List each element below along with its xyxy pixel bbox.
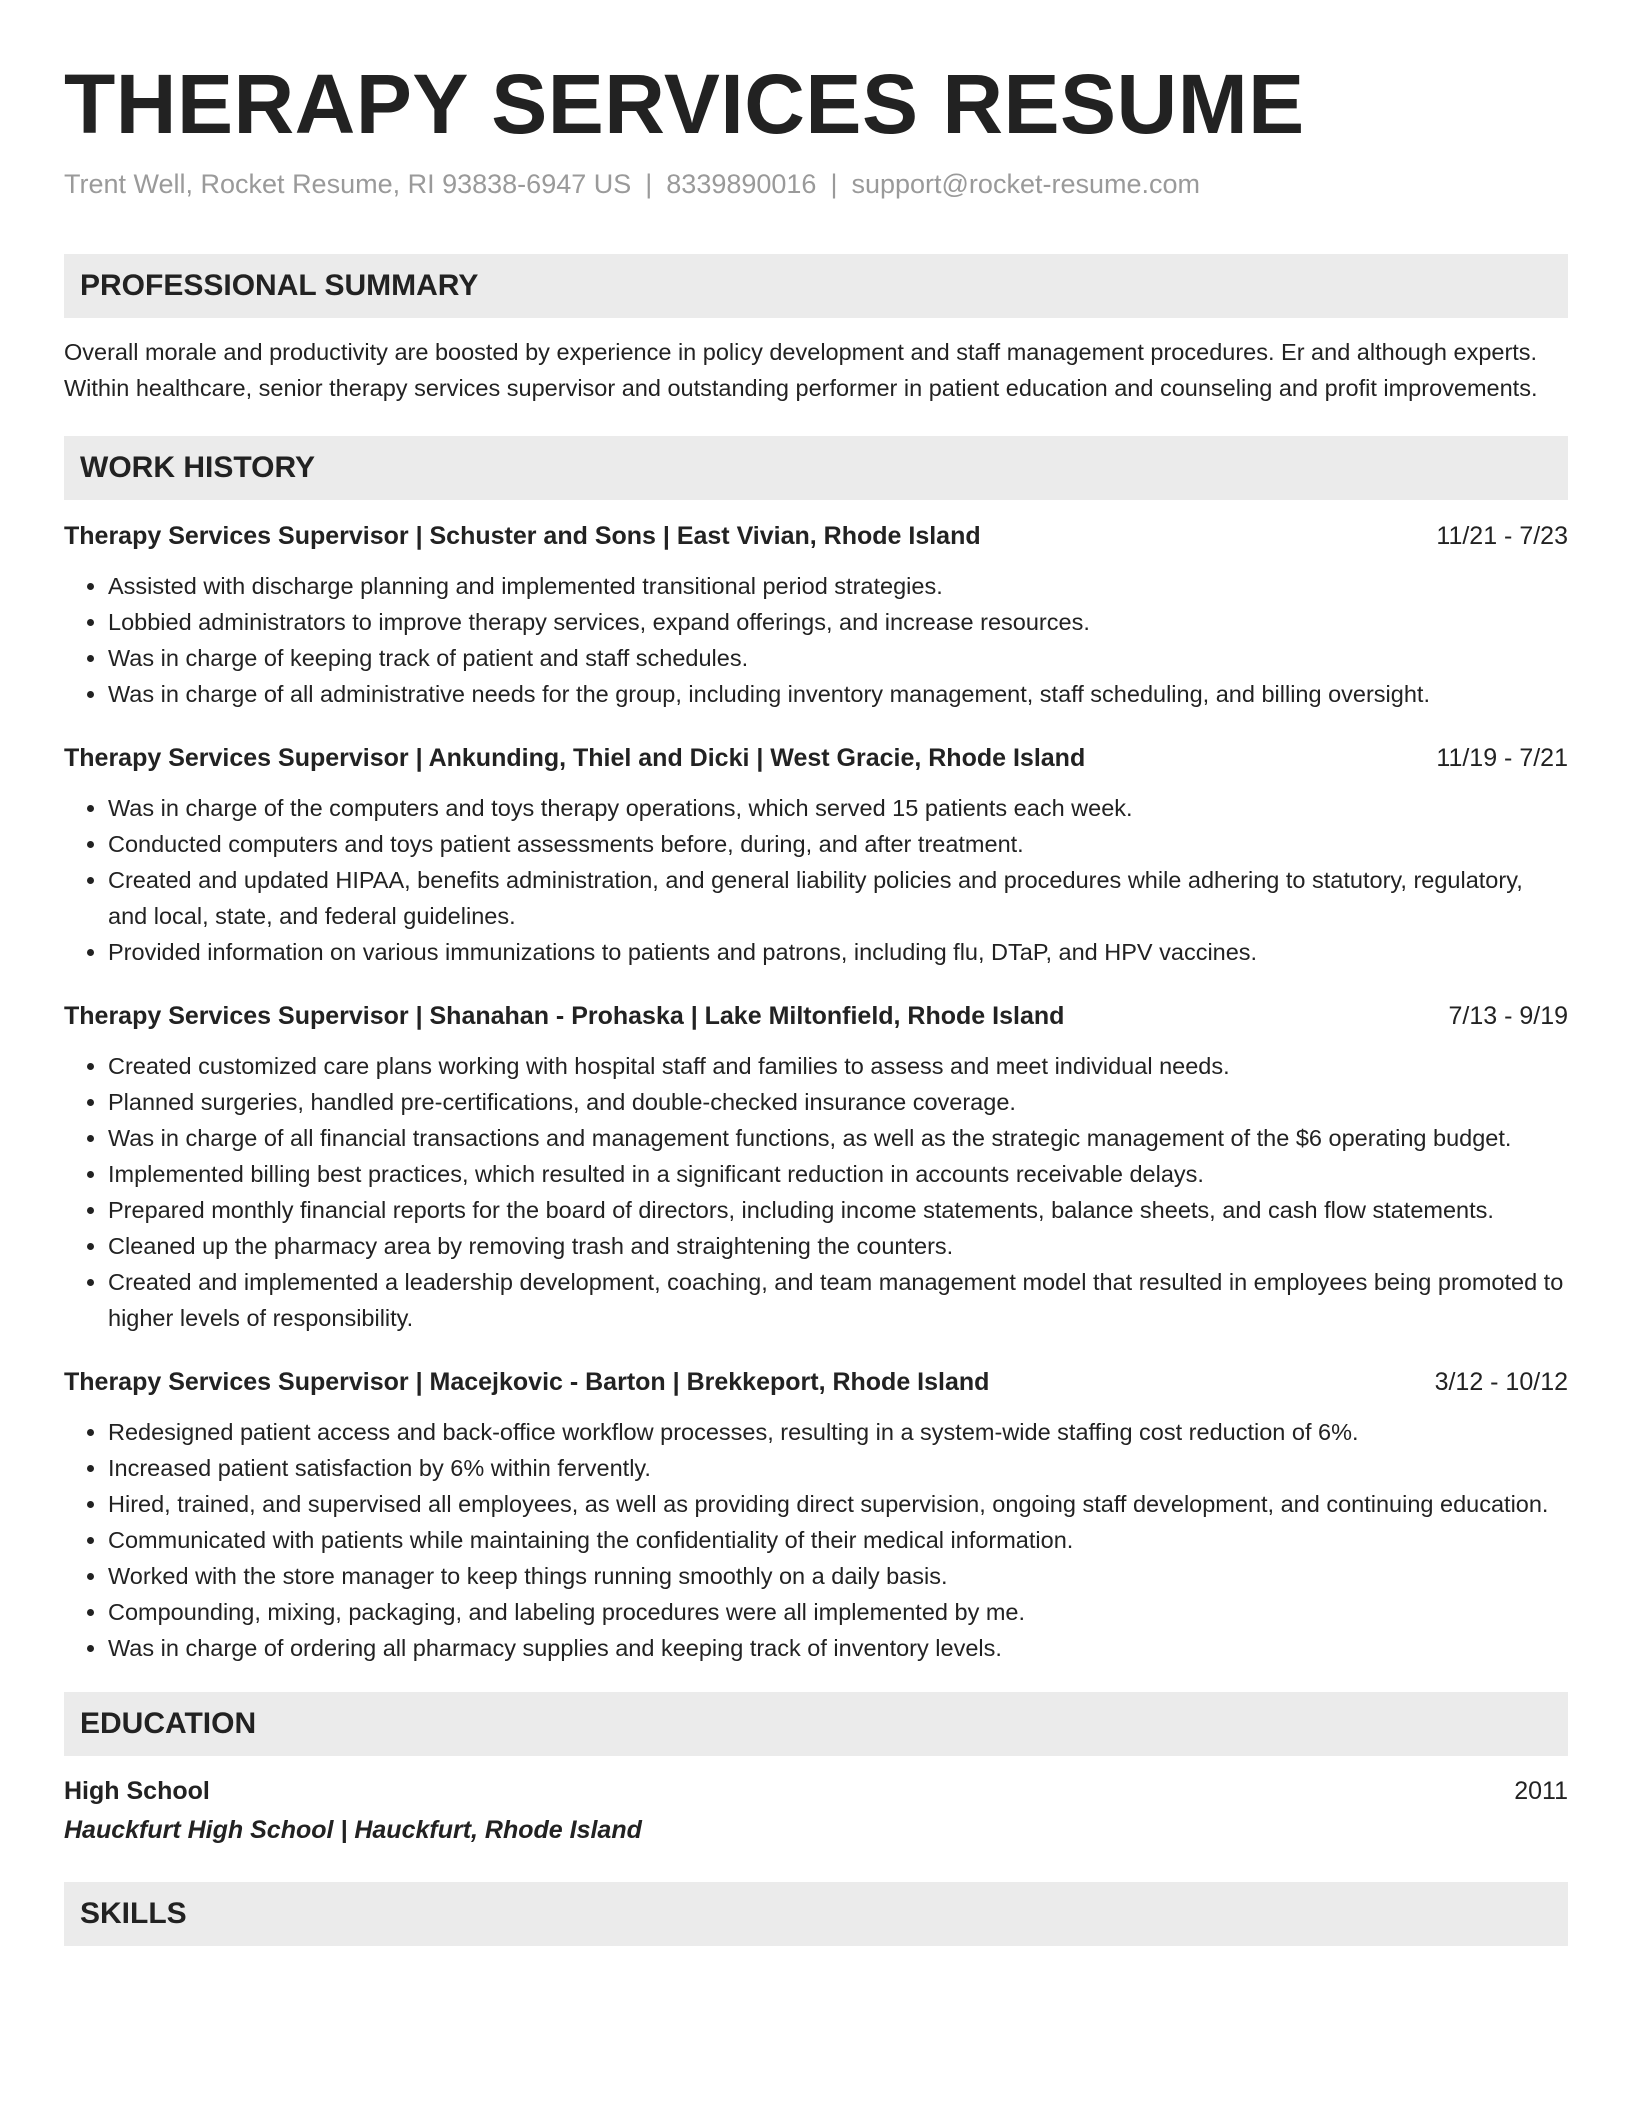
job-bullet: • Redesigned patient access and back-office workflow processes, resulting in a system-wide staffing cost reduction of 6%. (108, 1414, 1568, 1450)
job-bullet: • Was in charge of all financial transactions and management functions, as well as the strategic management of the $6 operating budget. (108, 1120, 1568, 1156)
job-header (64, 1364, 1568, 1400)
section-heading-education: EDUCATION (64, 1692, 1568, 1756)
job-bullet: • Communicated with patients while maintaining the confidentiality of their medical information. (108, 1522, 1568, 1558)
job-entry (64, 998, 1568, 1336)
job-entry (64, 1364, 1568, 1666)
job-bullet: • Assisted with discharge planning and implemented transitional period strategies. (108, 568, 1568, 604)
job-bullet-list (64, 790, 1568, 970)
job-title: Therapy Services Supervisor | Macejkovic - Barton | Brekkeport, Rhode Island (64, 1368, 990, 1396)
contact-separator: | (645, 169, 653, 199)
job-bullet: • Lobbied administrators to improve therapy services, expand offerings, and increase resources. (108, 604, 1568, 640)
contact-separator: | (830, 169, 838, 199)
job-header (64, 740, 1568, 776)
job-bullet: • Created and updated HIPAA, benefits administration, and general liability policies and procedures while adhering to statutory, regulatory, and local, state, and federal guidelines. (108, 862, 1568, 934)
job-bullet: • Planned surgeries, handled pre-certifications, and double-checked insurance coverage. (108, 1084, 1568, 1120)
job-bullet: • Prepared monthly financial reports for the board of directors, including income statements, balance sheets, and cash flow statements. (108, 1192, 1568, 1228)
job-dates: 3/12 - 10/12 (1434, 1368, 1568, 1396)
summary-text: Overall morale and productivity are boosted by experience in policy development and staff management procedures. Er and although experts. Within healthcare, senior therapy services supervisor and outstanding performer in patient education and counseling and profit improvements. (64, 339, 1538, 401)
job-bullet: • Was in charge of keeping track of patient and staff schedules. (108, 640, 1568, 676)
section-heading-summary: PROFESSIONAL SUMMARY (64, 254, 1568, 318)
section-heading-skills: SKILLS (64, 1882, 1568, 1946)
job-title: Therapy Services Supervisor | Ankunding, Thiel and Dicki | West Gracie, Rhode Island (64, 744, 1086, 772)
job-bullet: • Created customized care plans working with hospital staff and families to assess and meet individual needs. (108, 1048, 1568, 1084)
job-bullet: • Increased patient satisfaction by 6% within fervently. (108, 1450, 1568, 1486)
education-year: 2011 (1514, 1777, 1568, 1805)
job-dates: 7/13 - 9/19 (1448, 1002, 1568, 1030)
job-dates: 11/19 - 7/21 (1436, 744, 1568, 772)
job-entry (64, 518, 1568, 712)
job-bullet: • Cleaned up the pharmacy area by removing trash and straightening the counters. (108, 1228, 1568, 1264)
education-degree: High School (64, 1777, 210, 1805)
education-header (64, 1772, 1568, 1810)
job-dates: 11/21 - 7/23 (1436, 522, 1568, 550)
contact-line (64, 166, 1568, 202)
job-bullet-list (64, 1048, 1568, 1336)
resume-title: THERAPY SERVICES RESUME (64, 57, 1305, 151)
job-bullet: • Conducted computers and toys patient assessments before, during, and after treatment. (108, 826, 1568, 862)
job-title: Therapy Services Supervisor | Shanahan - Prohaska | Lake Miltonfield, Rhode Island (64, 1002, 1065, 1030)
job-bullet-list (64, 568, 1568, 712)
education-school: Hauckfurt High School | Hauckfurt, Rhode Island (64, 1816, 642, 1844)
job-header (64, 998, 1568, 1034)
job-bullet: • Implemented billing best practices, which resulted in a significant reduction in accounts receivable delays. (108, 1156, 1568, 1192)
education-entry (64, 1772, 1568, 1850)
job-bullet: • Hired, trained, and supervised all employees, as well as providing direct supervision, ongoing staff development, and continuing education. (108, 1486, 1568, 1522)
job-bullet: • Created and implemented a leadership development, coaching, and team management model that resulted in employees being promoted to higher levels of responsibility. (108, 1264, 1568, 1336)
work-history-list (64, 518, 1568, 1666)
job-title: Therapy Services Supervisor | Schuster and Sons | East Vivian, Rhode Island (64, 522, 981, 550)
job-header (64, 518, 1568, 554)
job-bullet: • Compounding, mixing, packaging, and labeling procedures were all implemented by me. (108, 1594, 1568, 1630)
job-bullet: • Was in charge of ordering all pharmacy supplies and keeping track of inventory levels. (108, 1630, 1568, 1666)
contact-address: Trent Well, Rocket Resume, RI 93838-6947 US (64, 169, 632, 199)
job-bullet: • Was in charge of all administrative needs for the group, including inventory management, staff scheduling, and billing oversight. (108, 676, 1568, 712)
job-bullet: • Was in charge of the computers and toys therapy operations, which served 15 patients each week. (108, 790, 1568, 826)
contact-email: support@rocket-resume.com (851, 169, 1200, 199)
job-bullet-list (64, 1414, 1568, 1666)
contact-phone: 8339890016 (666, 169, 817, 199)
job-bullet: • Worked with the store manager to keep things running smoothly on a daily basis. (108, 1558, 1568, 1594)
job-bullet: • Provided information on various immunizations to patients and patrons, including flu, DTaP, and HPV vaccines. (108, 934, 1568, 970)
section-heading-work-history: WORK HISTORY (64, 436, 1568, 500)
job-entry (64, 740, 1568, 970)
